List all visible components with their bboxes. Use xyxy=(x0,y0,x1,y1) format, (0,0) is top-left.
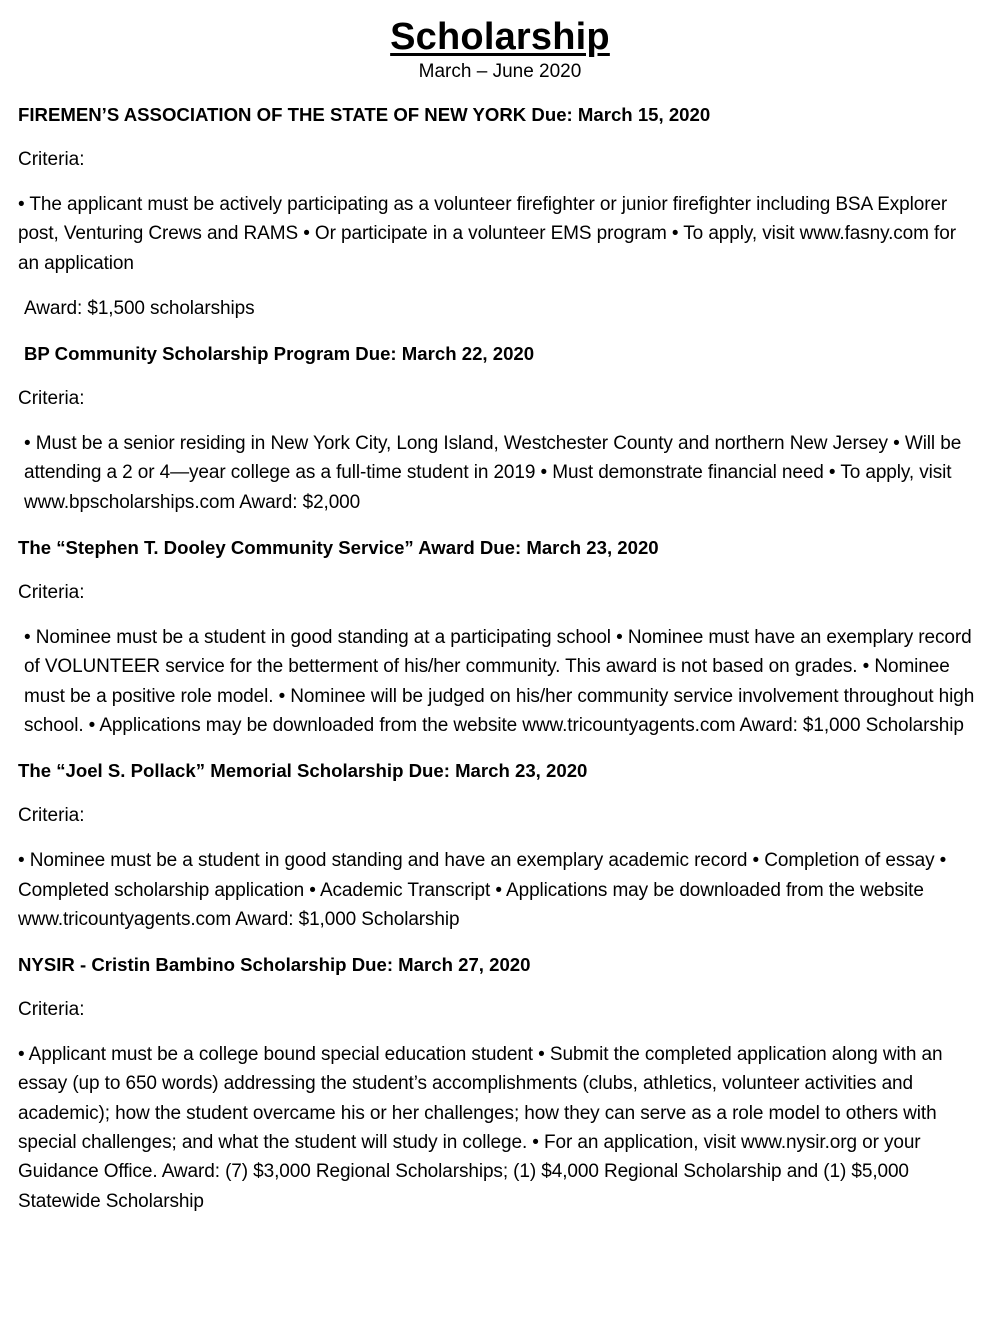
scholarship-heading: FIREMEN’S ASSOCIATION OF THE STATE OF NEW YORK Due: March 15, 2020 xyxy=(18,104,711,125)
scholarship-pollack xyxy=(18,756,982,934)
criteria-label: Criteria: xyxy=(18,388,85,410)
criteria-label: Criteria: xyxy=(18,149,85,170)
page-title: Scholarship xyxy=(390,16,610,58)
criteria-text: • Nominee must be a student in good standing at a participating school • Nominee must have an exemplary record of VOLUNTEER service for the betterment of his/her community. This award is not based on grades. • Nominee must be a positive role model. • Nominee will be judged on his/her community service involvement throughout high school. • Applications may be downloaded from the website www.tricountyagents.com Award: $1,000 Scholarship xyxy=(24,627,975,736)
scholarship-fasny xyxy=(18,100,982,323)
award-text: Award: $1,500 scholarships xyxy=(24,297,255,319)
scholarship-nysir xyxy=(18,950,982,1216)
criteria-text: • The applicant must be actively participating as a volunteer firefighter or junior firefighter including BSA Explorer post, Venturing Crews and RAMS • Or participate in a volunteer EMS program • To apply, visit www.fasny.com for an application xyxy=(18,194,956,274)
criteria-label: Criteria: xyxy=(18,582,85,604)
criteria-label: Criteria: xyxy=(18,805,85,827)
criteria-text: • Applicant must be a college bound special education student • Submit the completed application along with an essay (up to 650 words) addressing the student’s accomplishments (clubs, athletics, volunteer activities and academic); how the student overcame his or her challenges; how they can serve as a role model to others with special challenges; and what the student will study in college. • For an application, visit www.nysir.org or your Guidance Office. Award: (7) $3,000 Regional Scholarships; (1) $4,000 Regional Scholarship and (1) $5,000 Statewide Scholarship xyxy=(18,1044,943,1212)
scholarship-heading: NYSIR - Cristin Bambino Scholarship Due: March 27, 2020 xyxy=(18,954,531,976)
criteria-text: • Nominee must be a student in good standing and have an exemplary academic record • Completion of essay • Completed scholarship application • Academic Transcript • Applications may be downloaded from the website www.tricountyagents.com Award: $1,000 Scholarship xyxy=(18,850,947,930)
scholarship-dooley xyxy=(18,533,982,740)
page-subtitle: March – June 2020 xyxy=(418,61,582,82)
criteria-text: • Must be a senior residing in New York City, Long Island, Westchester County and northern New Jersey • Will be attending a 2 or 4—year college as a full-time student in 2019 • Must demonstrate financial need • To apply, visit www.bpscholarships.com Award: $2,000 xyxy=(24,433,962,513)
scholarship-bp xyxy=(18,339,982,517)
scholarship-heading: The “Joel S. Pollack” Memorial Scholarship Due: March 23, 2020 xyxy=(18,760,588,782)
document-page xyxy=(18,14,982,1232)
criteria-label: Criteria: xyxy=(18,999,85,1021)
scholarship-heading: BP Community Scholarship Program Due: March 22, 2020 xyxy=(24,343,535,365)
scholarship-heading: The “Stephen T. Dooley Community Service” Award Due: March 23, 2020 xyxy=(18,537,659,559)
